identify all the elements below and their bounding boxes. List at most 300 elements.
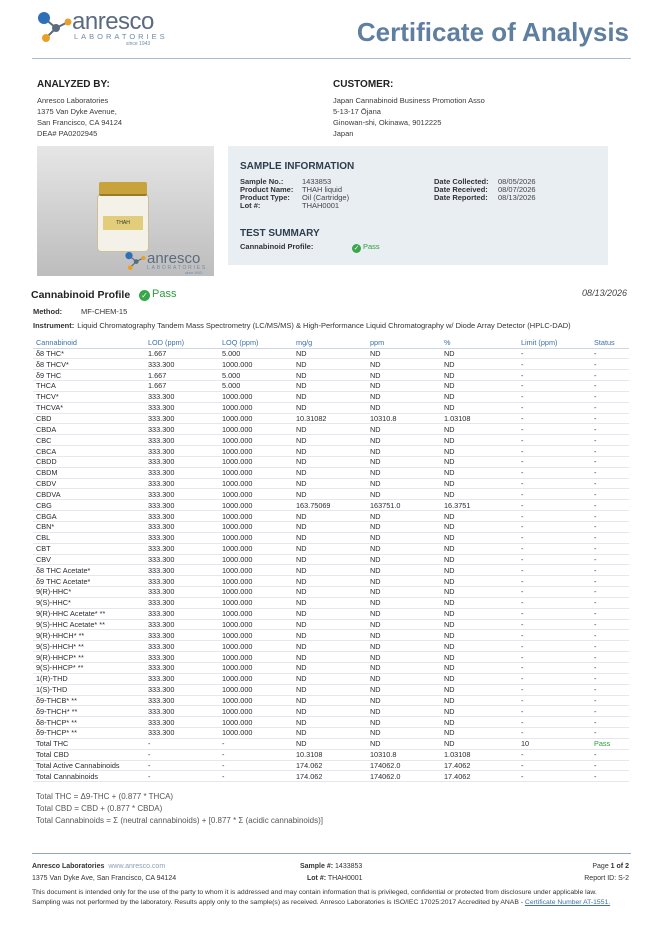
- table-cell: 333.300: [145, 662, 219, 673]
- table-cell: 174062.0: [367, 760, 441, 771]
- results-table: [33, 337, 629, 782]
- table-cell: 333.300: [145, 619, 219, 630]
- product-name-value: THAH liquid: [302, 185, 343, 194]
- table-row: [33, 619, 629, 630]
- table-cell: -: [591, 522, 629, 533]
- table-cell: ND: [293, 381, 367, 392]
- jar-lid-icon: [99, 182, 147, 196]
- table-cell: -: [518, 522, 591, 533]
- table-cell: -: [518, 706, 591, 717]
- lot-value: THAH0001: [302, 201, 340, 210]
- table-row: [33, 391, 629, 402]
- profile-date: 08/13/2026: [581, 288, 627, 298]
- results-body: [33, 348, 629, 782]
- table-cell: -: [518, 359, 591, 370]
- page-label: Page: [592, 863, 609, 870]
- product-type-value: Oil (Cartridge): [302, 193, 350, 202]
- cannabinoid-name-cell: CBN*: [33, 522, 145, 533]
- customer-line: 5-13-17 Ōjana: [333, 107, 381, 116]
- table-cell: -: [591, 348, 629, 359]
- table-cell: -: [219, 760, 293, 771]
- table-row: [33, 565, 629, 576]
- method-row: [33, 307, 127, 316]
- disclaimer-text: This document is intended only for the use of the party to whom it is addressed and may contain information that is privileged, confidential or protected from disclosure under applicable law. Sampling was not performed by the laboratory. Results apply only to the sample(s) as received. Anresco Laboratories is ISO/IEC 17025:2017 Accredited by ANAB -: [32, 889, 597, 906]
- cannabinoid-name-cell: 9(S)-HHCH* **: [33, 641, 145, 652]
- table-cell: 174062.0: [367, 771, 441, 782]
- table-cell: -: [591, 511, 629, 522]
- table-cell: 333.300: [145, 684, 219, 695]
- table-cell: -: [145, 771, 219, 782]
- product-name-label: Product Name:: [240, 185, 294, 194]
- cannabinoid-name-cell: CBDD: [33, 456, 145, 467]
- table-cell: ND: [293, 446, 367, 457]
- table-cell: 333.300: [145, 522, 219, 533]
- logo-subtitle: LABORATORIES: [74, 32, 168, 41]
- sample-info-heading: SAMPLE INFORMATION: [240, 161, 355, 172]
- table-cell: 1000.000: [219, 543, 293, 554]
- footer-website-link[interactable]: www.anresco.com: [108, 863, 166, 870]
- table-cell: -: [591, 706, 629, 717]
- cannabinoid-name-cell: 9(R)-HHC*: [33, 587, 145, 598]
- table-cell: ND: [367, 619, 441, 630]
- customer-heading: CUSTOMER:: [333, 79, 394, 90]
- table-row: [33, 467, 629, 478]
- cannabinoid-name-cell: CBDVA: [33, 489, 145, 500]
- table-cell: ND: [367, 467, 441, 478]
- table-cell: -: [591, 760, 629, 771]
- table-cell: -: [591, 381, 629, 392]
- table-cell: ND: [293, 630, 367, 641]
- table-cell: 1000.000: [219, 673, 293, 684]
- table-cell: -: [591, 587, 629, 598]
- column-header: LOQ (ppm): [219, 337, 293, 348]
- table-cell: ND: [367, 446, 441, 457]
- table-cell: -: [591, 489, 629, 500]
- table-cell: -: [591, 728, 629, 739]
- table-cell: -: [518, 576, 591, 587]
- table-cell: 333.300: [145, 413, 219, 424]
- sample-no-value: 1433853: [302, 177, 332, 186]
- table-cell: ND: [293, 673, 367, 684]
- table-cell: -: [591, 435, 629, 446]
- cannabinoid-name-cell: δ9 THC: [33, 370, 145, 381]
- table-cell: ND: [293, 511, 367, 522]
- table-cell: ND: [441, 728, 518, 739]
- cannabinoid-name-cell: CBL: [33, 532, 145, 543]
- footer-company-name: Anresco Laboratories: [32, 863, 105, 870]
- table-cell: ND: [293, 587, 367, 598]
- table-cell: ND: [293, 532, 367, 543]
- table-cell: ND: [441, 348, 518, 359]
- table-cell: ND: [441, 402, 518, 413]
- table-cell: 333.300: [145, 511, 219, 522]
- page-of: of: [616, 863, 624, 870]
- table-cell: 333.300: [145, 489, 219, 500]
- date-collected-label: Date Collected:: [434, 177, 489, 186]
- analyzed-by-block: [37, 79, 122, 139]
- table-cell: ND: [441, 597, 518, 608]
- table-row: [33, 522, 629, 533]
- table-cell: -: [518, 543, 591, 554]
- table-cell: 1000.000: [219, 359, 293, 370]
- table-cell: 333.300: [145, 391, 219, 402]
- table-cell: 333.300: [145, 706, 219, 717]
- table-cell: 333.300: [145, 456, 219, 467]
- table-cell: -: [518, 370, 591, 381]
- table-cell: 1000.000: [219, 717, 293, 728]
- summary-profile-status: Pass: [363, 242, 380, 251]
- table-cell: -: [518, 456, 591, 467]
- cannabinoid-name-cell: 9(R)-HHC Acetate* **: [33, 608, 145, 619]
- cannabinoid-name-cell: CBCA: [33, 446, 145, 457]
- table-cell: 5.000: [219, 381, 293, 392]
- table-cell: 5.000: [219, 348, 293, 359]
- table-cell: ND: [441, 446, 518, 457]
- table-cell: -: [518, 630, 591, 641]
- table-cell: ND: [441, 662, 518, 673]
- table-cell: ND: [367, 381, 441, 392]
- footer-divider: [32, 853, 631, 854]
- table-row: [33, 684, 629, 695]
- page-total: 2: [625, 863, 629, 870]
- table-row: [33, 402, 629, 413]
- table-cell: ND: [367, 359, 441, 370]
- table-cell: -: [591, 597, 629, 608]
- sample-no-label: Sample No.:: [240, 177, 284, 186]
- table-cell: ND: [441, 478, 518, 489]
- summary-profile-row: [240, 243, 380, 253]
- table-cell: ND: [367, 587, 441, 598]
- table-cell: ND: [293, 402, 367, 413]
- table-cell: 1000.000: [219, 500, 293, 511]
- table-cell: ND: [441, 673, 518, 684]
- table-cell: -: [591, 608, 629, 619]
- table-cell: 333.300: [145, 597, 219, 608]
- table-cell: 10310.8: [367, 413, 441, 424]
- table-cell: ND: [367, 478, 441, 489]
- cannabinoid-name-cell: Total THC: [33, 738, 145, 749]
- method-value: MF-CHEM-15: [81, 307, 128, 316]
- table-cell: ND: [293, 684, 367, 695]
- table-cell: -: [591, 543, 629, 554]
- column-header: Cannabinoid: [33, 337, 145, 348]
- table-cell: ND: [293, 619, 367, 630]
- table-cell: 1000.000: [219, 652, 293, 663]
- table-cell: ND: [293, 522, 367, 533]
- certificate-link[interactable]: Certificate Number AT-1551.: [524, 899, 611, 906]
- cannabinoid-name-cell: THCA: [33, 381, 145, 392]
- molecule-logo-icon: [123, 250, 147, 272]
- table-cell: ND: [441, 695, 518, 706]
- profile-status: [139, 288, 176, 301]
- table-row: [33, 706, 629, 717]
- table-cell: ND: [293, 576, 367, 587]
- table-cell: ND: [367, 424, 441, 435]
- table-cell: 1000.000: [219, 565, 293, 576]
- table-cell: -: [518, 673, 591, 684]
- table-cell: ND: [441, 370, 518, 381]
- table-cell: -: [219, 771, 293, 782]
- cannabinoid-name-cell: 9(R)-HHCH* **: [33, 630, 145, 641]
- table-cell: ND: [293, 359, 367, 370]
- table-cell: ND: [441, 554, 518, 565]
- profile-title: Cannabinoid Profile: [31, 289, 131, 301]
- table-cell: -: [518, 608, 591, 619]
- cannabinoid-name-cell: δ9-THCH* **: [33, 706, 145, 717]
- table-cell: 1.03108: [441, 749, 518, 760]
- table-cell: -: [145, 749, 219, 760]
- header-divider: [32, 58, 631, 59]
- sample-information-panel: [228, 146, 608, 265]
- table-cell: 163751.0: [367, 500, 441, 511]
- table-cell: ND: [293, 456, 367, 467]
- table-cell: 333.300: [145, 717, 219, 728]
- cannabinoid-name-cell: δ8 THC Acetate*: [33, 565, 145, 576]
- table-cell: ND: [293, 543, 367, 554]
- table-cell: ND: [367, 576, 441, 587]
- table-cell: ND: [293, 662, 367, 673]
- table-cell: 333.300: [145, 652, 219, 663]
- table-row: [33, 435, 629, 446]
- lot-label: Lot #:: [240, 201, 261, 210]
- table-cell: ND: [367, 662, 441, 673]
- cannabinoid-name-cell: CBD: [33, 413, 145, 424]
- table-cell: -: [518, 402, 591, 413]
- cannabinoid-name-cell: 9(R)-HHCP* **: [33, 652, 145, 663]
- footer-sample: [300, 861, 363, 885]
- table-cell: -: [518, 532, 591, 543]
- table-row: [33, 554, 629, 565]
- table-cell: 1000.000: [219, 532, 293, 543]
- table-cell: ND: [367, 597, 441, 608]
- table-cell: 174.062: [293, 771, 367, 782]
- cannabinoid-name-cell: CBDV: [33, 478, 145, 489]
- table-cell: -: [591, 478, 629, 489]
- table-cell: ND: [441, 511, 518, 522]
- analyzed-by-heading: ANALYZED BY:: [37, 79, 110, 90]
- table-cell: ND: [367, 348, 441, 359]
- table-cell: -: [518, 749, 591, 760]
- table-cell: -: [518, 695, 591, 706]
- table-cell: -: [219, 749, 293, 760]
- table-cell: ND: [367, 370, 441, 381]
- table-cell: -: [518, 446, 591, 457]
- table-cell: -: [518, 728, 591, 739]
- table-cell: 1000.000: [219, 662, 293, 673]
- table-cell: ND: [441, 706, 518, 717]
- table-cell: ND: [441, 652, 518, 663]
- table-row: [33, 597, 629, 608]
- table-cell: 1000.000: [219, 728, 293, 739]
- table-cell: ND: [293, 706, 367, 717]
- column-header: ppm: [367, 337, 441, 348]
- table-row: [33, 608, 629, 619]
- table-cell: ND: [367, 728, 441, 739]
- customer-block: [333, 79, 485, 139]
- table-cell: 1000.000: [219, 391, 293, 402]
- table-cell: ND: [441, 489, 518, 500]
- table-cell: -: [591, 532, 629, 543]
- table-cell: ND: [293, 608, 367, 619]
- header: [0, 0, 655, 62]
- table-cell: 1000.000: [219, 554, 293, 565]
- table-cell: ND: [293, 467, 367, 478]
- table-cell: 333.300: [145, 532, 219, 543]
- formulas-block: [36, 791, 323, 827]
- cannabinoid-name-cell: CBGA: [33, 511, 145, 522]
- table-cell: ND: [293, 565, 367, 576]
- table-cell: -: [591, 673, 629, 684]
- table-cell: -: [591, 446, 629, 457]
- table-cell: -: [518, 565, 591, 576]
- table-cell: 174.062: [293, 760, 367, 771]
- date-reported-value: 08/13/2026: [498, 193, 536, 202]
- watermark-wordmark: anresco: [147, 250, 201, 267]
- table-cell: -: [518, 597, 591, 608]
- table-row: [33, 478, 629, 489]
- table-cell: 10.31082: [293, 413, 367, 424]
- table-cell: 1000.000: [219, 478, 293, 489]
- customer-line: Japan Cannabinoid Business Promotion Asso: [333, 96, 485, 105]
- table-cell: 333.300: [145, 673, 219, 684]
- footer-lot-value: THAH0001: [327, 875, 363, 882]
- table-cell: -: [518, 478, 591, 489]
- table-cell: ND: [367, 608, 441, 619]
- table-cell: 333.300: [145, 587, 219, 598]
- column-header: mg/g: [293, 337, 367, 348]
- table-cell: ND: [441, 381, 518, 392]
- table-cell: 333.300: [145, 554, 219, 565]
- table-cell: 1000.000: [219, 684, 293, 695]
- table-cell: -: [591, 749, 629, 760]
- table-cell: 333.300: [145, 435, 219, 446]
- table-cell: -: [219, 738, 293, 749]
- table-cell: -: [591, 662, 629, 673]
- table-row: [33, 728, 629, 739]
- table-cell: 333.300: [145, 695, 219, 706]
- table-cell: ND: [367, 706, 441, 717]
- table-cell: ND: [367, 673, 441, 684]
- table-cell: -: [591, 413, 629, 424]
- table-cell: -: [591, 370, 629, 381]
- table-cell: -: [591, 500, 629, 511]
- cannabinoid-name-cell: δ9-THCP* **: [33, 728, 145, 739]
- table-cell: -: [518, 511, 591, 522]
- table-cell: ND: [441, 456, 518, 467]
- table-row: [33, 413, 629, 424]
- cannabinoid-name-cell: 1(S)-THD: [33, 684, 145, 695]
- analyzed-by-line: 1375 Van Dyke Avenue,: [37, 107, 117, 116]
- table-cell: -: [518, 641, 591, 652]
- cannabinoid-name-cell: THCVA*: [33, 402, 145, 413]
- table-cell: ND: [293, 554, 367, 565]
- table-cell: 1.667: [145, 370, 219, 381]
- table-cell: ND: [293, 370, 367, 381]
- table-row: [33, 587, 629, 598]
- table-row: [33, 760, 629, 771]
- date-received-label: Date Received:: [434, 185, 488, 194]
- cannabinoid-name-cell: CBG: [33, 500, 145, 511]
- cannabinoid-name-cell: Total CBD: [33, 749, 145, 760]
- table-cell: ND: [441, 587, 518, 598]
- table-cell: ND: [367, 652, 441, 663]
- footer-sample-label: Sample #:: [300, 863, 334, 870]
- footer-address: 1375 Van Dyke Ave, San Francisco, CA 94124: [32, 875, 177, 882]
- table-cell: ND: [441, 543, 518, 554]
- table-cell: -: [518, 489, 591, 500]
- table-cell: -: [591, 467, 629, 478]
- table-cell: 1000.000: [219, 435, 293, 446]
- date-received-value: 08/07/2026: [498, 185, 536, 194]
- table-row: [33, 424, 629, 435]
- table-cell: 17.4062: [441, 760, 518, 771]
- table-cell: ND: [293, 641, 367, 652]
- logo-wordmark: anresco: [72, 8, 154, 35]
- cannabinoid-name-cell: δ8 THC*: [33, 348, 145, 359]
- table-cell: ND: [441, 435, 518, 446]
- table-cell: ND: [441, 641, 518, 652]
- table-row: [33, 738, 629, 749]
- table-cell: -: [518, 467, 591, 478]
- table-cell: ND: [367, 402, 441, 413]
- page-title: Certificate of Analysis: [356, 17, 629, 47]
- table-cell: -: [591, 402, 629, 413]
- table-cell: -: [145, 760, 219, 771]
- cannabinoid-name-cell: 9(S)-HHC*: [33, 597, 145, 608]
- date-reported-row: [434, 194, 536, 202]
- table-cell: 1000.000: [219, 619, 293, 630]
- footer-company: [32, 861, 176, 885]
- page-current: 1: [610, 863, 615, 870]
- table-cell: ND: [441, 565, 518, 576]
- table-cell: ND: [441, 608, 518, 619]
- table-cell: 1000.000: [219, 402, 293, 413]
- profile-status-text: Pass: [152, 288, 177, 300]
- table-row: [33, 771, 629, 782]
- table-row: [33, 641, 629, 652]
- summary-profile-label: Cannabinoid Profile:: [240, 242, 314, 251]
- table-cell: ND: [441, 359, 518, 370]
- cannabinoid-name-cell: CBDA: [33, 424, 145, 435]
- cannabinoid-name-cell: Total Cannabinoids: [33, 771, 145, 782]
- table-row: [33, 359, 629, 370]
- check-circle-icon: ✓: [139, 290, 150, 301]
- table-cell: ND: [293, 391, 367, 402]
- table-cell: Pass: [591, 738, 629, 749]
- cannabinoid-name-cell: CBT: [33, 543, 145, 554]
- table-cell: ND: [293, 597, 367, 608]
- footer-page-info: [584, 861, 629, 885]
- analyzed-by-line: DEA# PA0202945: [37, 129, 98, 138]
- table-cell: -: [518, 587, 591, 598]
- analyzed-by-line: San Francisco, CA 94124: [37, 118, 123, 127]
- table-cell: 1000.000: [219, 456, 293, 467]
- column-header: Limit (ppm): [518, 337, 591, 348]
- table-cell: ND: [367, 489, 441, 500]
- table-cell: 1000.000: [219, 608, 293, 619]
- table-cell: -: [591, 695, 629, 706]
- disclaimer: [32, 888, 627, 908]
- table-cell: ND: [293, 489, 367, 500]
- table-cell: -: [518, 717, 591, 728]
- table-cell: ND: [367, 522, 441, 533]
- table-cell: 1000.000: [219, 446, 293, 457]
- table-cell: 1.667: [145, 381, 219, 392]
- table-cell: 1000.000: [219, 413, 293, 424]
- table-cell: 10.3108: [293, 749, 367, 760]
- table-cell: 1000.000: [219, 587, 293, 598]
- table-cell: -: [518, 662, 591, 673]
